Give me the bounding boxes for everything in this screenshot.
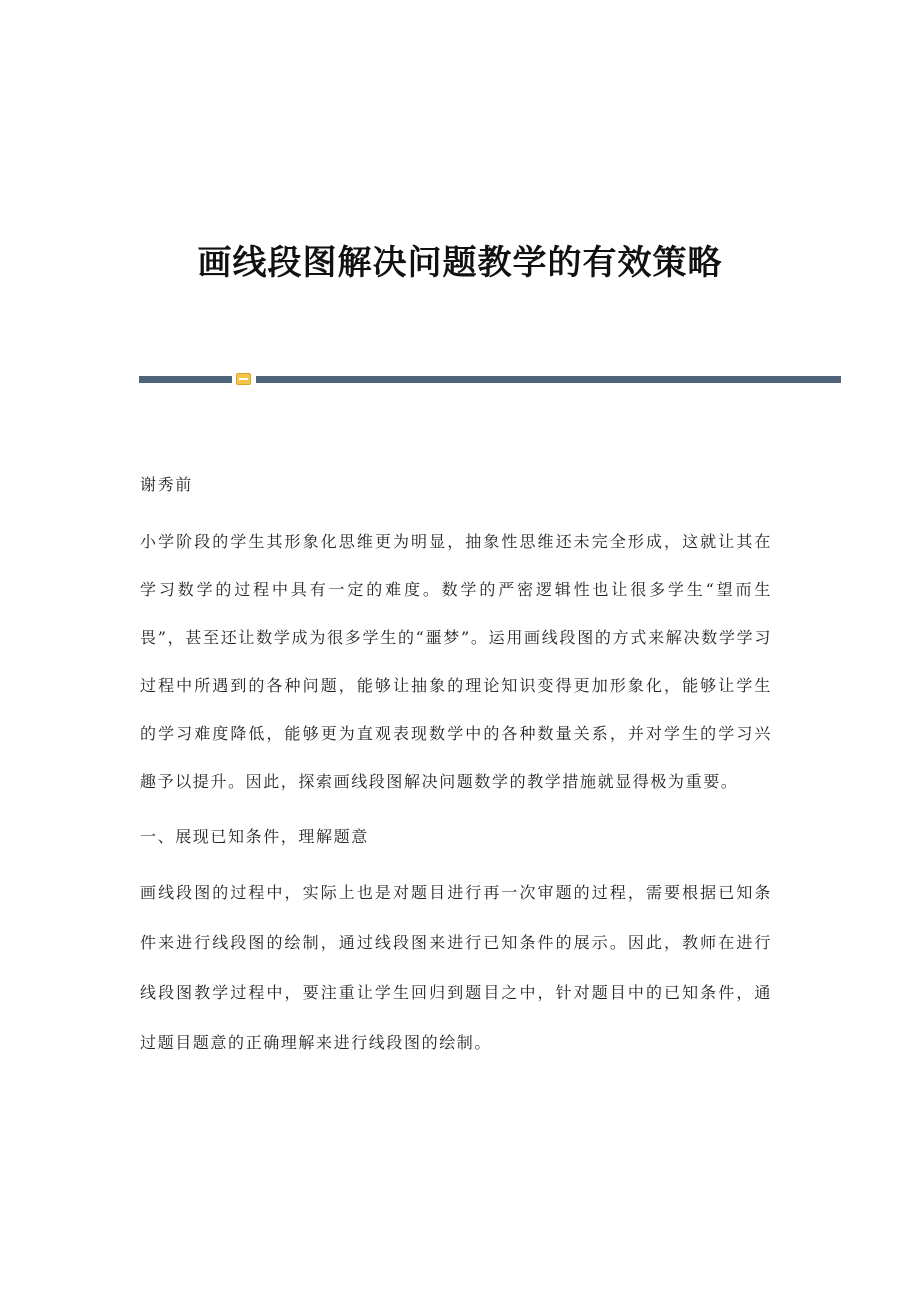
divider-badge-icon — [236, 373, 251, 385]
document-title: 画线段图解决问题教学的有效策略 — [197, 242, 723, 283]
section-paragraph: 画线段图的过程中，实际上也是对题目进行再一次审题的过程，需要根据已知条件来进行线段图的绘制，通过线段图来进行已知条件的展示。因此，教师在进行线段图教学过程中，要注重让学生回归到题目之中，针对题目中的已知条件，通过题目题意的正确理解来进行线段图的绘制。 — [140, 883, 772, 1052]
author-name: 谢秀前 — [140, 475, 193, 494]
intro-paragraph: 小学阶段的学生其形象化思维更为明显，抽象性思维还未完全形成，这就让其在学习数学的过程中具有一定的难度。数学的严密逻辑性也让很多学生“望而生畏”，甚至还让数学成为很多学生的“噩梦”。运用画线段图的方式来解决数学学习过程中所遇到的各种问题，能够让抽象的理论知识变得更加形象化，能够让学生的学习难度降低，能够更为直观表现数学中的各种数量关系，并对学生的学习兴趣予以提升。因此，探索画线段图解决问题数学的教学措施就显得极为重要。 — [140, 532, 772, 791]
document-body — [140, 468, 772, 1068]
divider-bar-left — [139, 376, 232, 383]
divider-bar-right — [256, 376, 841, 383]
section-heading: 一、展现已知条件，理解题意 — [140, 827, 369, 846]
title-divider — [139, 372, 841, 386]
